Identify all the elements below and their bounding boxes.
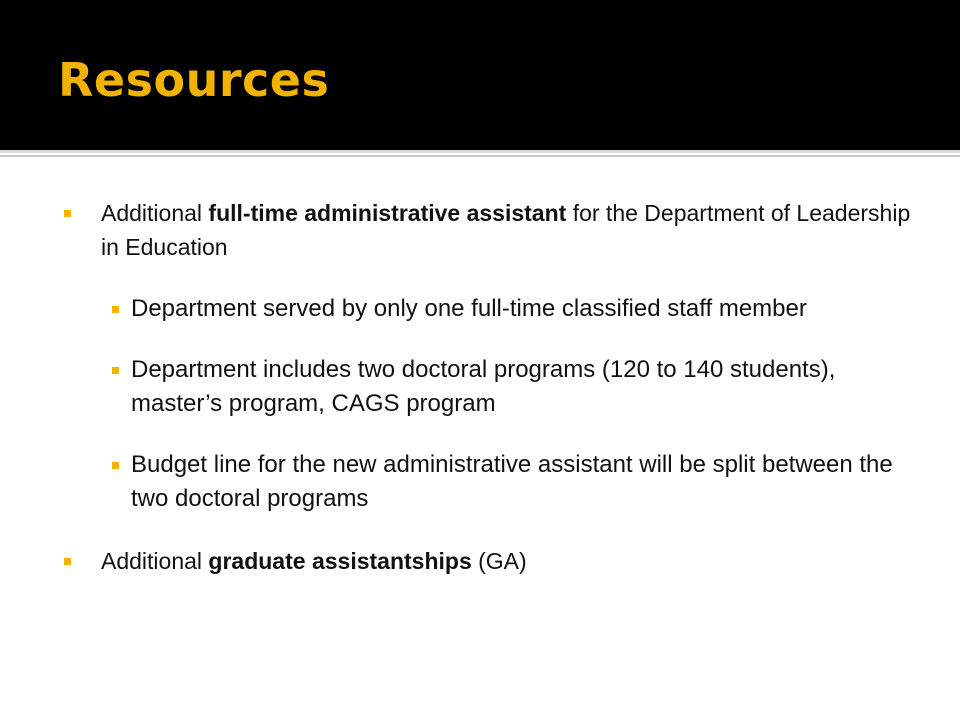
square-bullet-icon xyxy=(64,558,71,565)
title-divider-line-secondary xyxy=(0,155,960,157)
square-bullet-icon xyxy=(112,367,119,374)
bullet-text-post: (GA) xyxy=(471,548,527,574)
square-bullet-icon xyxy=(64,210,71,217)
title-bar xyxy=(0,0,960,150)
bullet-text-post: for the Department of Leadership in Education xyxy=(101,200,911,260)
slide-title: Resources xyxy=(58,53,330,107)
bullet-list xyxy=(64,196,914,578)
bullet-text-bold: full-time administrative assistant xyxy=(208,200,567,226)
square-bullet-icon xyxy=(112,306,119,313)
sub-bullet-item xyxy=(64,353,914,421)
square-bullet-icon xyxy=(112,462,119,469)
bullet-text-pre: Additional xyxy=(101,548,209,574)
bullet-item xyxy=(64,544,914,578)
title-divider-line xyxy=(0,150,960,153)
sub-bullet-item xyxy=(64,292,914,326)
bullet-item xyxy=(64,196,914,264)
sub-bullet-text: Budget line for the new administrative assistant will be split between the two doctoral programs xyxy=(131,451,893,512)
sub-bullet-item xyxy=(64,448,914,516)
sub-bullet-text: Department includes two doctoral programs (120 to 140 students), master’s program, CAGS program xyxy=(131,356,836,417)
sub-bullet-text: Department served by only one full-time classified staff member xyxy=(131,295,807,322)
bullet-text-pre: Additional xyxy=(101,200,209,226)
bullet-text-bold: graduate assistantships xyxy=(208,548,472,574)
